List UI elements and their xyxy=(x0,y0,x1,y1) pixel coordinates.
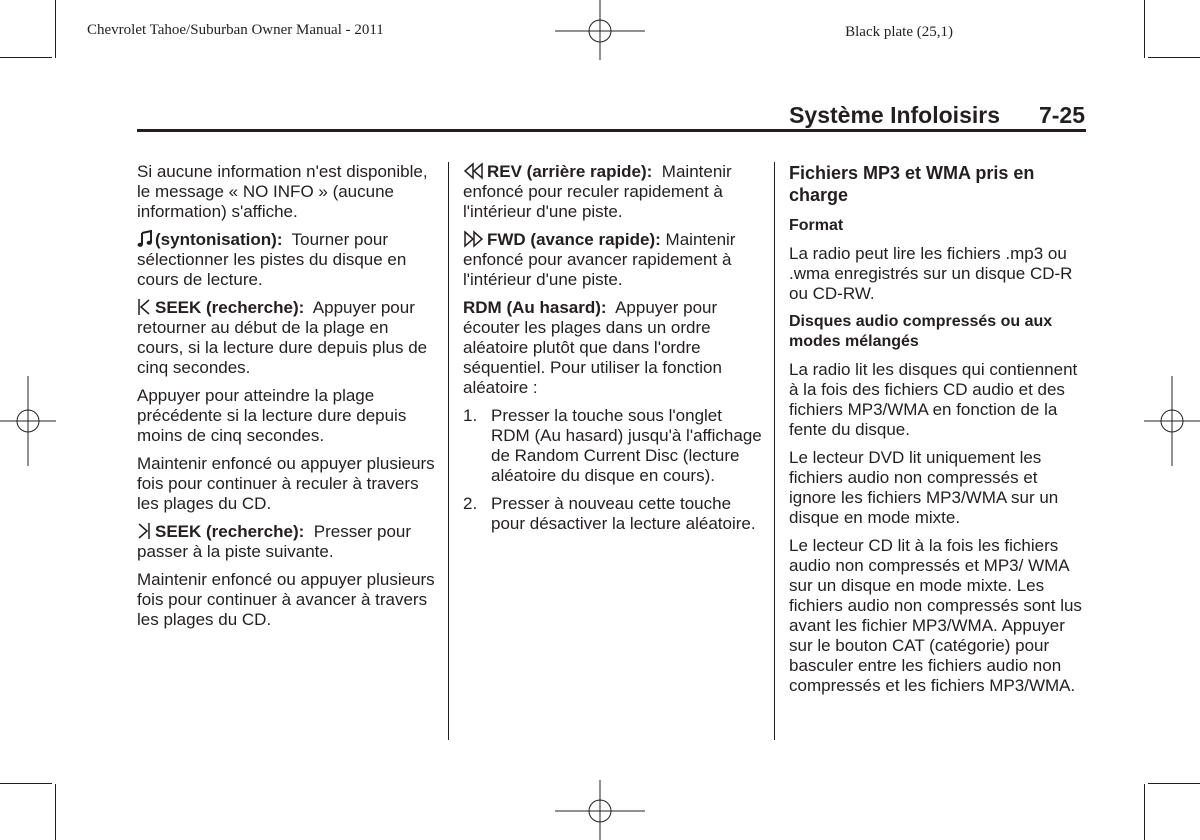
section-title: Système Infoloisirs xyxy=(789,102,1000,128)
plate-label: Black plate (25,1) xyxy=(845,24,953,40)
fwd-entry xyxy=(463,230,763,290)
music-note-icon xyxy=(137,230,153,248)
step-text: Presser à nouveau cette touche pour désactiver la lecture aléatoire. xyxy=(491,494,756,533)
subheading-format: Format xyxy=(789,217,844,234)
crop-mark xyxy=(0,783,52,784)
list-item xyxy=(463,406,763,486)
seek-back-icon xyxy=(137,298,153,316)
registration-mark-icon xyxy=(555,0,645,60)
manual-title: Chevrolet Tahoe/Suburban Owner Manual - 2011 xyxy=(87,22,384,38)
list-item xyxy=(463,494,763,534)
column-2 xyxy=(463,162,763,542)
column-3 xyxy=(789,162,1089,704)
column-1 xyxy=(137,162,437,638)
seek-back-label: SEEK (recherche): xyxy=(155,298,305,317)
step-text: Presser la touche sous l'onglet RDM (Au hasard) jusqu'à l'affichage de Random Current Disc (lecture aléatoire du disque en cours). xyxy=(491,406,762,485)
rdm-entry xyxy=(463,298,763,398)
seek-forward-label: SEEK (recherche): xyxy=(155,522,305,541)
rdm-label: RDM (Au hasard): xyxy=(463,298,607,317)
seek-back-entry xyxy=(137,298,437,378)
crop-mark xyxy=(55,784,56,840)
crop-mark xyxy=(0,57,52,58)
column-divider xyxy=(774,162,775,740)
step-number: 2. xyxy=(463,494,478,513)
rev-text: Maintenir enfoncé pour reculer rapidement à l'intérieur d'une piste. xyxy=(463,162,732,221)
seek-back-text: Appuyer pour retourner au début de la plage en cours, si la lecture dure depuis plus de cinq secondes. xyxy=(137,298,428,377)
paragraph: La radio lit les disques qui contiennent à la fois des fichiers CD audio et des fichiers MP3/WMA en fonction de la fente du disque. xyxy=(789,360,1078,439)
rev-entry xyxy=(463,162,763,222)
paragraph: La radio peut lire les fichiers .mp3 ou .wma enregistrés sur un disque CD-R ou CD-RW. xyxy=(789,244,1073,303)
seek-forward-icon xyxy=(137,522,153,540)
crop-mark xyxy=(1148,57,1200,58)
tune-text: Tourner pour sélectionner les pistes du disque en cours de lecture. xyxy=(137,230,407,289)
tune-entry xyxy=(137,230,437,290)
step-number: 1. xyxy=(463,406,478,425)
registration-mark-icon xyxy=(555,780,645,840)
steps-list xyxy=(463,406,763,534)
paragraph: Le lecteur DVD lit uniquement les fichiers audio non compressés et ignore les fichiers MP3/WMA sur un disque en mode mixte. xyxy=(789,448,1059,527)
section-heading: Fichiers MP3 et WMA pris en charge xyxy=(789,163,1035,205)
header-rule xyxy=(137,129,1086,132)
seek-forward-entry xyxy=(137,522,437,562)
seek-forward-text: Presser pour passer à la piste suivante. xyxy=(137,522,412,561)
crop-mark xyxy=(1144,0,1145,58)
paragraph: Le lecteur CD lit à la fois les fichiers audio non compressés et MP3/ WMA sur un disque en mode mixte. Les fichiers audio non compressés sont lus avant les fichier MP3/WMA. Appuyer sur le bouton CAT (catégorie) pour basculer entre les fichiers audio non compressés et les fichiers MP3/WMA. xyxy=(789,536,1082,695)
fwd-text: Maintenir enfoncé pour avancer rapidement à l'intérieur d'une piste. xyxy=(463,230,736,289)
paragraph: Si aucune information n'est disponible, le message « NO INFO » (aucune information) s'affiche. xyxy=(137,162,428,221)
crop-mark xyxy=(1144,784,1145,840)
crop-mark xyxy=(55,0,56,58)
subheading-mixed: Disques audio compressés ou aux modes mélangés xyxy=(789,313,1053,350)
registration-mark-icon xyxy=(0,376,56,466)
page-number: 7-25 xyxy=(1038,102,1085,128)
paragraph: Maintenir enfoncé ou appuyer plusieurs fois pour continuer à avancer à travers les plages du CD. xyxy=(137,570,435,629)
column-divider xyxy=(448,162,449,740)
paragraph: Appuyer pour atteindre la plage précédente si la lecture dure depuis moins de cinq secondes. xyxy=(137,386,407,445)
tune-label: (syntonisation): xyxy=(155,230,283,249)
crop-mark xyxy=(1148,783,1200,784)
fast-forward-icon xyxy=(463,230,485,248)
registration-mark-icon xyxy=(1144,376,1200,466)
rdm-text: Appuyer pour écouter les plages dans un ordre aléatoire plutôt que dans l'ordre séquentiel. Pour utiliser la fonction aléatoire : xyxy=(463,298,722,397)
rewind-icon xyxy=(463,162,485,180)
paragraph: Maintenir enfoncé ou appuyer plusieurs fois pour continuer à reculer à travers les plages du CD. xyxy=(137,454,435,513)
rev-label: REV (arrière rapide): xyxy=(487,162,653,181)
fwd-label: FWD (avance rapide): xyxy=(487,230,661,249)
